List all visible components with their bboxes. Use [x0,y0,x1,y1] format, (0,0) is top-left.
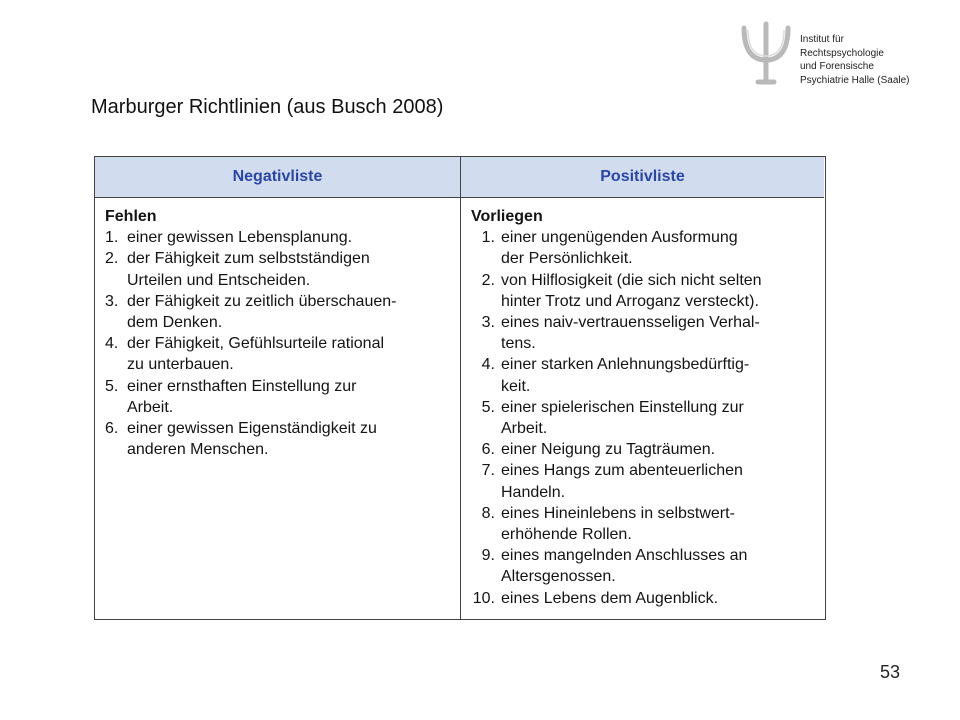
list-item [105,227,450,248]
list-item [471,227,814,269]
list-item-number: 9. [481,547,495,565]
list-item-text [127,227,450,248]
list-item-line: eines Lebens dem Augenblick. [501,589,719,607]
positive-list-column [461,157,824,619]
list-item-line: eines mangelnden Anschlusses an [501,547,748,565]
list-item [105,248,450,290]
list-item-line: erhöhende Rollen. [501,526,632,544]
list-item [471,439,814,460]
list-item-line: von Hilflosigkeit (die sich nicht selten [501,271,762,289]
list-item-line: eines Hangs zum abenteuerlichen [501,462,743,480]
list-item [471,354,814,396]
list-item-number: 6. [105,420,119,438]
page-number: 53 [880,662,901,682]
list-item-line: einer ernsthaften Einstellung zur [127,377,357,395]
list-item-line: einer spielerischen Einstellung zur [501,398,744,416]
list-item-number: 1. [105,229,119,247]
criteria-table [94,156,826,620]
list-item [471,503,814,545]
list-item-line: anderen Menschen. [127,441,269,459]
list-item-text [501,545,814,587]
list-item-text [501,227,814,269]
list-item-line: Arbeit. [127,398,174,416]
list-item [471,397,814,439]
positive-list-lead: Vorliegen [471,208,543,225]
list-item-text [501,312,814,354]
institute-line: und Forensische [800,61,874,72]
negative-list-body [95,198,460,460]
list-item-line: einer gewissen Eigenständigkeit zu [127,420,377,438]
list-item-number: 8. [481,504,495,522]
negative-list-header: Negativliste [95,157,460,198]
list-item-text [127,248,450,290]
list-item-line: einer Neigung zu Tagträumen. [501,441,716,459]
list-item-text [501,354,814,396]
list-item-line: Urteilen und Entscheiden. [127,271,311,289]
list-item-text [501,270,814,312]
list-item-line: der Persönlichkeit. [501,250,633,268]
institute-name [800,33,910,87]
negative-list-lead: Fehlen [105,208,157,225]
list-item-line: der Fähigkeit zum selbstständigen [127,250,370,268]
institute-line: Psychiatrie Halle (Saale) [800,74,910,86]
list-item-number: 5. [481,398,495,416]
negative-list-column [95,157,461,619]
psi-logo-icon [738,20,794,90]
list-item-text [501,588,814,609]
list-item-number: 7. [481,462,495,480]
list-item-text [127,291,450,333]
list-item-number: 1. [481,229,495,247]
list-item-number: 4. [105,335,119,353]
list-item-text [127,333,450,375]
positive-list-header: Positivliste [461,157,824,198]
list-item-line: der Fähigkeit zu zeitlich überschauen- [127,292,397,310]
list-item-number: 2. [105,250,119,268]
list-item [471,588,814,609]
list-item-line: der Fähigkeit, Gefühlsurteile rational [127,335,385,353]
list-item-text [501,460,814,502]
list-item-line: einer gewissen Lebensplanung. [127,229,353,247]
list-item-text [127,418,450,460]
list-item-line: tens. [501,335,536,353]
list-item [471,270,814,312]
list-item [105,291,450,333]
list-item [105,418,450,460]
list-item-line: einer starken Anlehnungsbedürftig- [501,356,750,374]
list-item [471,545,814,587]
list-item-text [501,397,814,439]
list-item-line: zu unterbauen. [127,356,234,374]
list-item-number: 5. [105,377,119,395]
list-item-number: 10. [472,589,495,607]
list-item-number: 3. [481,314,495,332]
list-item-line: hinter Trotz und Arroganz versteckt). [501,292,759,310]
list-item [471,460,814,502]
list-item-line: dem Denken. [127,314,223,332]
list-item [471,312,814,354]
list-item-text [501,439,814,460]
slide-title: Marburger Richtlinien (aus Busch 2008) [91,96,444,118]
list-item-text [127,376,450,418]
list-item-text [501,503,814,545]
institute-line: Rechtspsychologie [800,47,884,59]
list-item-line: keit. [501,377,531,395]
list-item-line: einer ungenügenden Ausformung [501,229,738,247]
list-item-line: Handeln. [501,483,566,501]
list-item [105,333,450,375]
list-item-number: 6. [481,441,495,459]
list-item-line: Altersgenossen. [501,568,616,586]
positive-list-body [461,198,824,609]
list-item [105,376,450,418]
list-item-number: 3. [105,292,119,310]
list-item-number: 4. [481,356,495,374]
institute-line: Institut für [800,34,844,45]
list-item-line: Arbeit. [501,420,548,438]
list-item-line: eines Hineinlebens in selbstwert- [501,504,735,522]
list-item-number: 2. [481,271,495,289]
list-item-line: eines naiv-vertrauensseligen Verhal- [501,314,760,332]
